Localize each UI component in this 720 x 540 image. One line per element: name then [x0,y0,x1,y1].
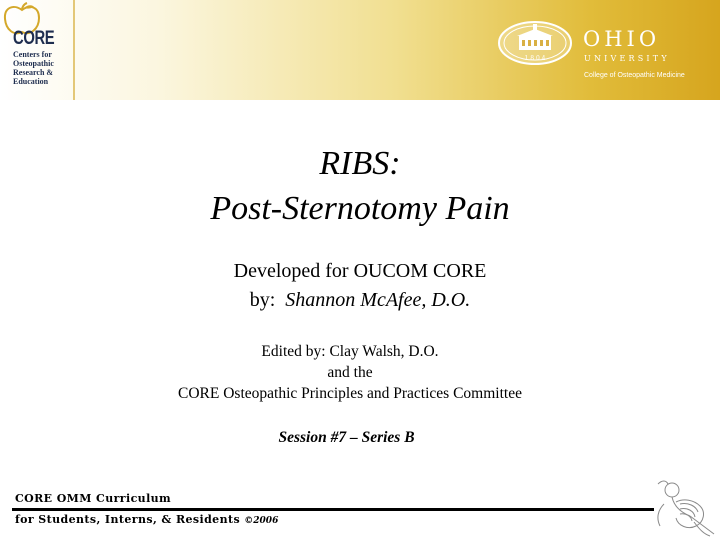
ohio-wordmark: OHIO [583,27,661,51]
core-logo [2,2,70,98]
core-subtitle-line: Osteopathic [13,59,54,68]
committee-line: CORE Osteopathic Principles and Practices Committee [178,385,522,402]
and-the-line: and the [327,364,373,381]
core-logo-subtitle [13,50,71,86]
developed-for-block [0,257,720,315]
title-line: Post-Sternotomy Pain [210,190,510,227]
ohio-college-label: College of Osteopathic Medicine [584,72,685,79]
ohio-university-label: UNIVERSITY [584,54,670,63]
core-subtitle-line: Centers for [13,50,52,59]
developed-line: Developed for OUCOM CORE [233,260,487,282]
banner-divider [73,0,75,100]
seal-year: 1 8 0 4 [524,55,546,62]
university-seal-icon [497,20,573,66]
by-label: by: [249,289,276,311]
header-banner [0,0,720,100]
footer-divider [12,508,654,511]
author-line [0,286,720,315]
session-label: Session #7 – Series B [278,429,415,446]
edited-by-block [0,341,700,404]
author-name: Shannon McAfee, D.O. [285,289,471,311]
slide-title [0,141,720,231]
footer-audience [15,513,278,526]
footer-curriculum: CORE OMM Curriculum [15,492,172,505]
core-subtitle-line: Education [13,77,49,86]
footer-audience-text: for Students, Interns, & Residents [15,513,241,526]
title-line: RIBS: [319,145,401,182]
core-subtitle-line: Research & [13,68,54,77]
footer-copyright: ©2006 [244,516,279,526]
skeleton-sketch-icon [650,476,720,538]
core-logo-word: CORE [13,28,55,49]
edited-line: Edited by: Clay Walsh, D.O. [261,343,439,360]
